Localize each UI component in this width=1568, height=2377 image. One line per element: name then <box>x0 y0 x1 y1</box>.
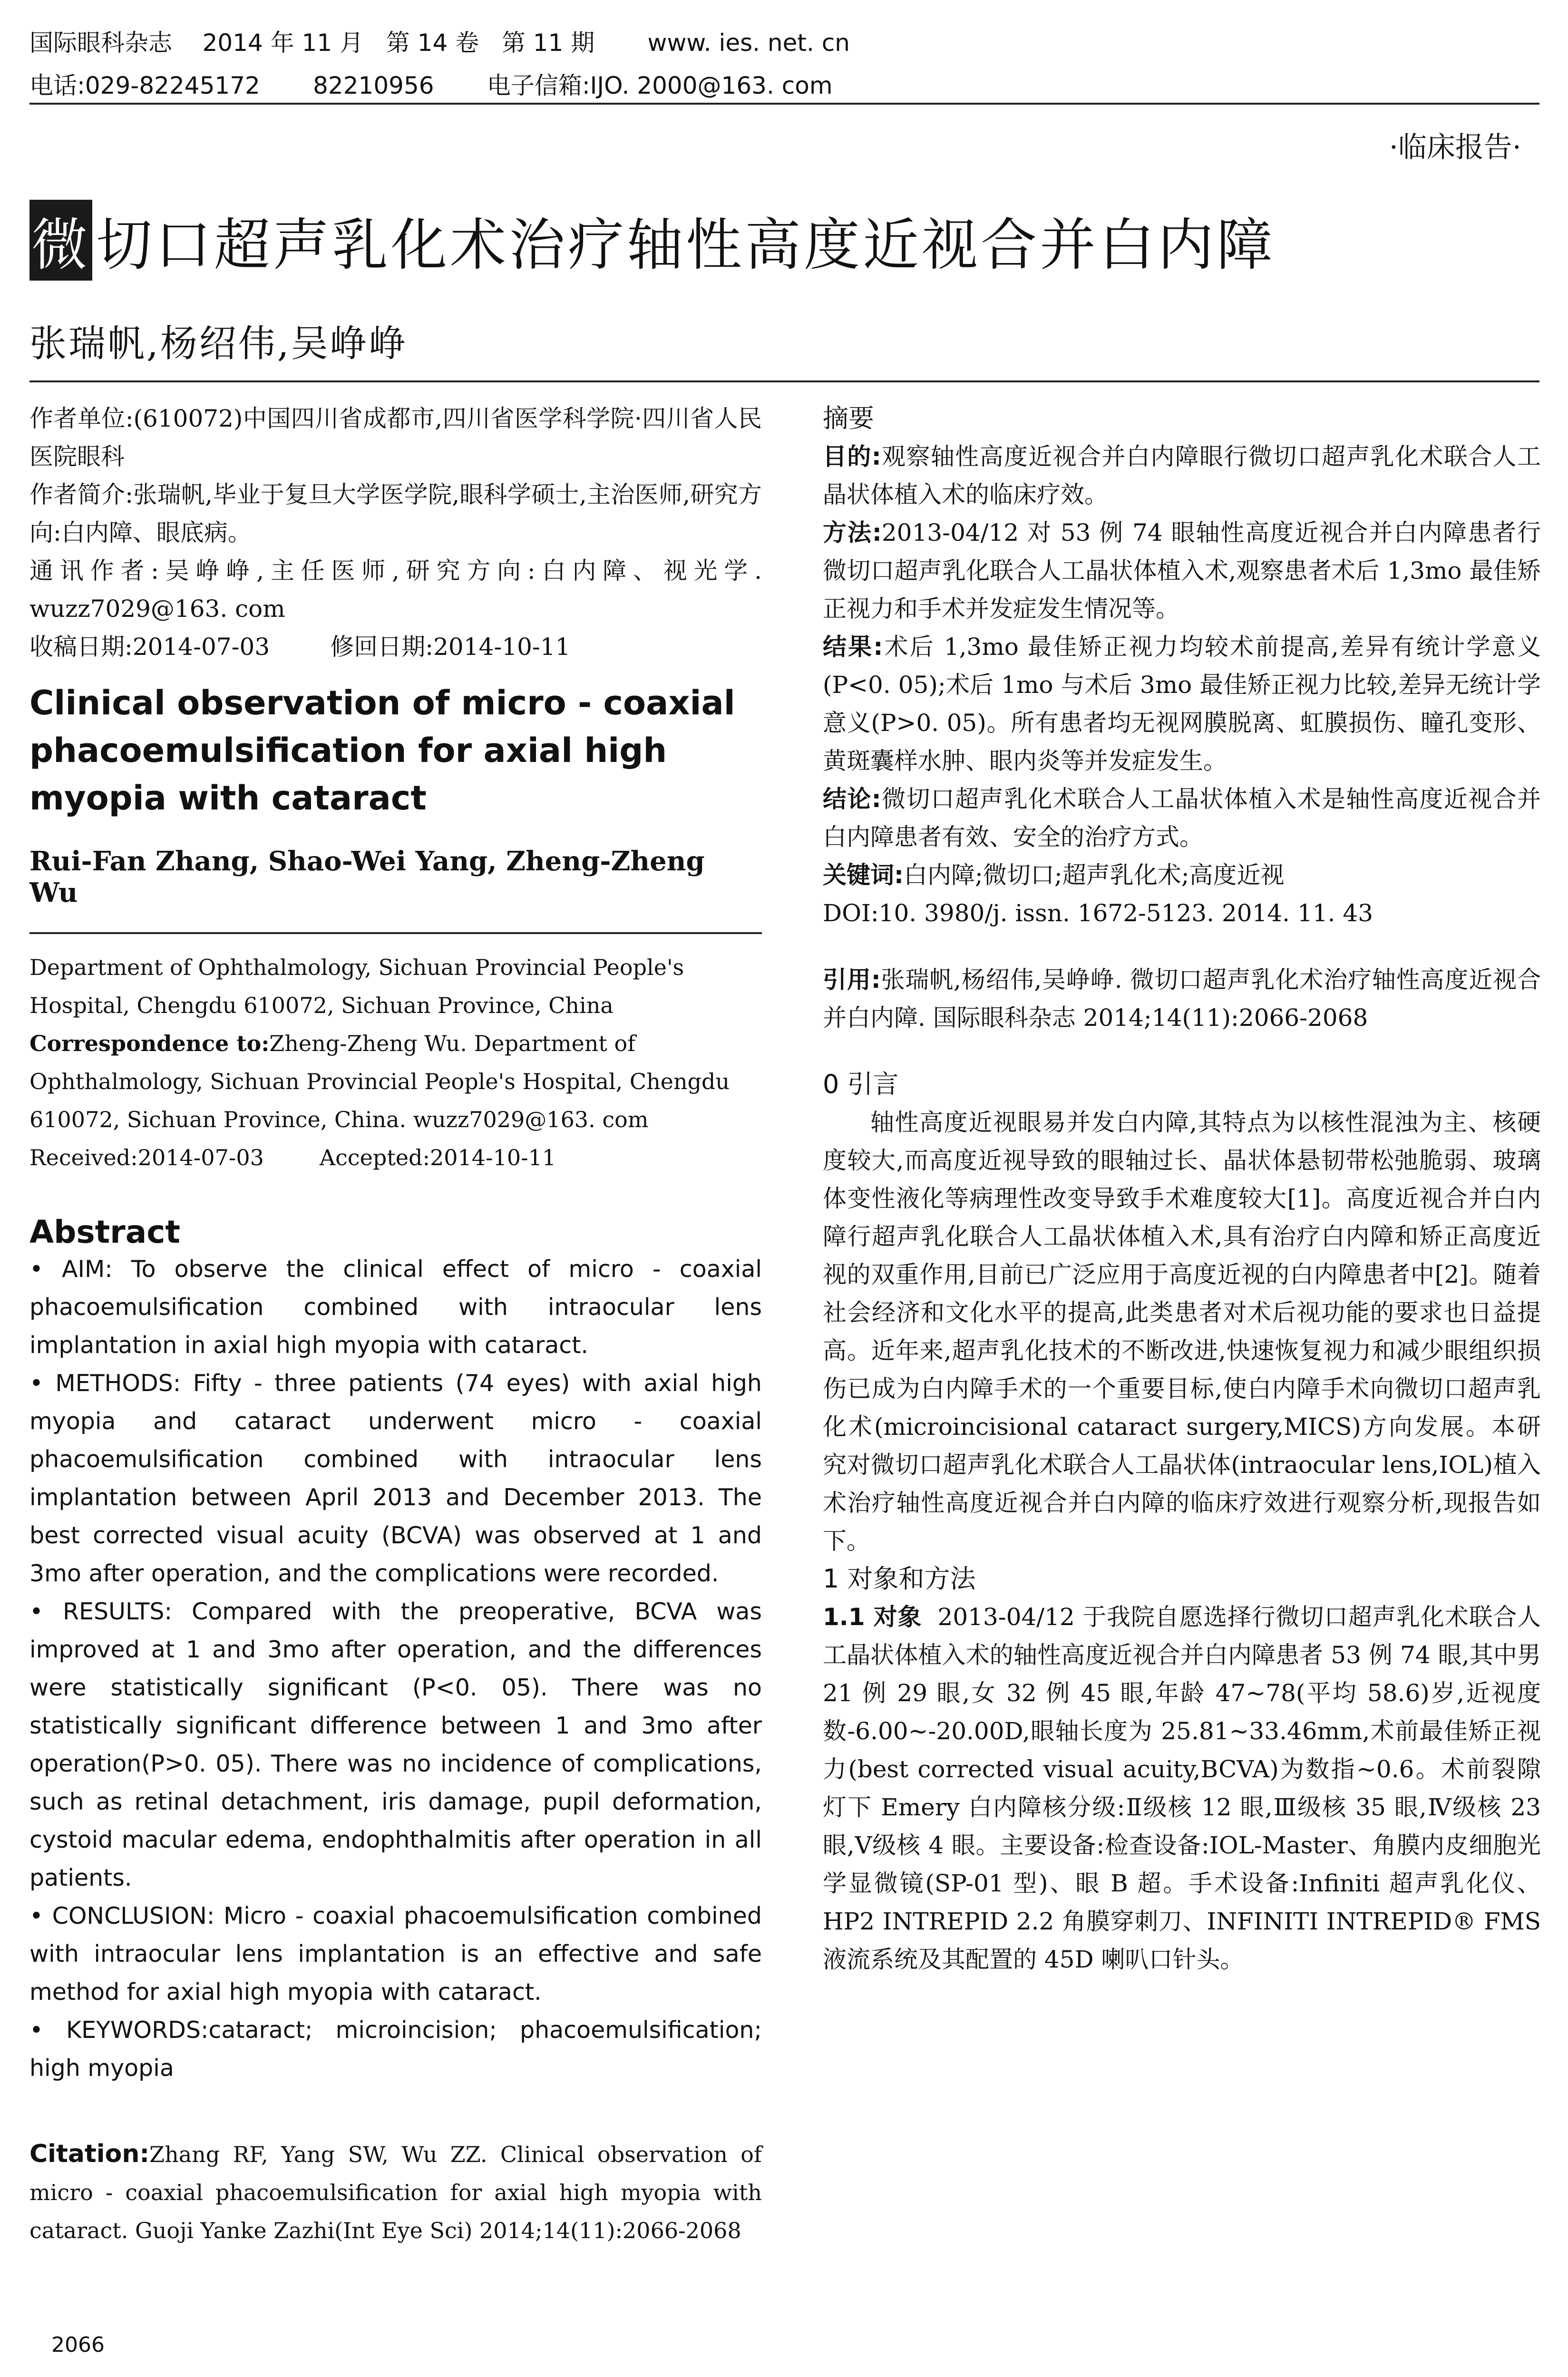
abstract-keywords: • KEYWORDS:cataract; microincision; phacoemulsification; high myopia <box>29 2017 762 2082</box>
citation-text: Zhang RF, Yang SW, Wu ZZ. Clinical observation of micro - coaxial phacoemulsification for axial high myopia with cataract. Guoji Yanke Zazhi(Int Eye Sci) 2014;14(11):2066-2068 <box>29 2142 762 2243</box>
affiliation-cn: 作者单位:(610072)中国四川省成都市,四川省医学科学院·四川省人民医院眼科 <box>29 405 762 470</box>
author-bio-cn: 作者简介:张瑞帆,毕业于复旦大学医学院,眼科学硕士,主治医师,研究方向:白内障、眼底病。 <box>29 481 762 546</box>
abstract-cn-keywords <box>823 856 1541 894</box>
abstract-conclusion: • CONCLUSION: Micro - coaxial phacoemulsification combined with intraocular lens implantation is an effective and safe method for axial high myopia with cataract. <box>29 1902 762 2006</box>
authors-cn: 张瑞帆,杨绍伟,吴峥峥 <box>29 322 408 365</box>
english-dates: Received:2014-07-03 Accepted:2014-10-11 <box>29 1145 556 1170</box>
correspondence-label: Correspondence to: <box>29 1031 270 1056</box>
english-title: Clinical observation of micro - coaxial phacoemulsification for axial high myopia with cataract <box>29 683 735 818</box>
english-authors: Rui-Fan Zhang, Shao-Wei Yang, Zheng-Zheng Wu <box>29 846 705 908</box>
cite-cn <box>823 961 1541 1037</box>
subjects-paragraph <box>823 1598 1541 1978</box>
methods-text: 2013-04/12 对 53 例 74 眼轴性高度近视合并白内障患者行微切口超声乳化联合人工晶状体植入术,观察患者术后 1,3mo 最佳矫正视力和手术并发症发生情况等。 <box>823 519 1541 623</box>
results-label: 结果: <box>823 633 883 661</box>
abstract-cn-conclusion <box>823 780 1541 856</box>
abstract-cn-methods <box>823 514 1541 628</box>
english-correspondence <box>29 1024 762 1139</box>
abstract-results: • RESULTS: Compared with the preoperative, BCVA was improved at 1 and 3mo after operation, and the differences were statistically significant (P<0. 05). There was no statistically significant difference between 1 and 3mo after operation(P>0. 05). There was no incidence of complications, such as retinal detachment, iris damage, pupil deformation, cystoid macular edema, endophthalmitis after operation in all patients. <box>29 1598 762 1891</box>
authors-divider <box>29 932 762 934</box>
abstract-aim: • AIM: To observe the clinical effect of micro - coaxial phacoemulsification combined with intraocular lens implantation in axial high myopia with cataract. <box>29 1256 762 1359</box>
correspondence-cn: 通讯作者:吴峥峥,主任医师,研究方向:白内障、视光学. wuzz7029@163. com <box>29 557 762 623</box>
journal-header-line1: 国际眼科杂志 2014 年 11 月 第 14 卷 第 11 期 www. ies. net. cn <box>29 29 850 57</box>
aim-label: 目的: <box>823 443 881 470</box>
title-divider <box>29 380 1539 382</box>
page-number: 2066 <box>51 2333 105 2357</box>
right-column <box>823 399 1541 1978</box>
conclusion-text: 微切口超声乳化术联合人工晶状体植入术是轴性高度近视合并白内障患者有效、安全的治疗方式。 <box>823 785 1541 851</box>
results-text: 术后 1,3mo 最佳矫正视力均较术前提高,差异有统计学意义(P<0. 05);术后 1mo 与术后 3mo 最佳矫正视力比较,差异无统计学意义(P>0. 05)。所有患者均无视网膜脱离、虹膜损伤、瞳孔变形、黄斑囊样水肿、眼内炎等并发症发生。 <box>823 633 1541 775</box>
citation <box>29 2135 762 2250</box>
english-affiliation: Department of Ophthalmology, Sichuan Provincial People's Hospital, Chengdu 610072, Sichuan Province, China <box>29 955 684 1018</box>
abstract-cn-results <box>823 628 1541 780</box>
subjects-text: 2013-04/12 于我院自愿选择行微切口超声乳化术联合人工晶状体植入术的轴性高度近视合并白内障患者 53 例 74 眼,其中男 21 例 29 眼,女 32 例 45 眼,年龄 47~78(平均 58.6)岁,近视度数-6.00~-20.00D,眼轴长度为 25.81~33.46mm,术前最佳矫正视力(best corrected visual acuity,BCVA)为数指~0.6。术前裂隙灯下 Emery 白内障核分级:Ⅱ级核 12 眼,Ⅲ级核 35 眼,Ⅳ级核 23 眼,Ⅴ级核 4 眼。主要设备:检查设备:IOL-Master、角膜内皮细胞光学显微镜(SP-01 型)、眼 B 超。手术设备:Infiniti 超声乳化仪、HP2 INTREPID 2.2 角膜穿刺刀、INFINITI INTREPID® FMS 液流系统及其配置的 45D 喇叭口针头。 <box>823 1603 1541 1973</box>
intro-paragraph: 轴性高度近视眼易并发白内障,其特点为以核性混浊为主、核硬度较大,而高度近视导致的眼轴过长、晶状体悬韧带松弛脆弱、玻璃体变性液化等病理性改变导致手术难度较大[1]。高度近视合并白内障行超声乳化联合人工晶状体植入术,具有治疗白内障和矫正高度近视的双重作用,目前已广泛应用于高度近视的白内障患者中[2]。随着社会经济和文化水平的提高,此类患者对术后视功能的要求也日益提高。近年来,超声乳化技术的不断改进,快速恢复视力和减少眼组织损伤已成为白内障手术的一个重要目标,使白内障手术向微切口超声乳化术(microincisional cataract surgery,MICS)方向发展。本研究对微切口超声乳化术联合人工晶状体(intraocular lens,IOL)植入术治疗轴性高度近视合并白内障的临床疗效进行观察分析,现报告如下。 <box>823 1109 1541 1555</box>
correspondence-text: Zheng-Zheng Wu. Department of Ophthalmology, Sichuan Provincial People's Hospital, Chengdu 610072, Sichuan Province, China. wuzz7029@163. com <box>29 1031 730 1132</box>
abstract-heading: Abstract <box>29 1214 180 1250</box>
article-title <box>29 200 1276 281</box>
abstract-cn-heading: 摘要 <box>823 403 874 433</box>
intro-heading: 0 引言 <box>823 1069 899 1099</box>
left-column <box>29 399 762 2250</box>
cite-label: 引用: <box>823 966 881 994</box>
conclusion-label: 结论: <box>823 785 881 813</box>
section-tag: ·临床报告· <box>1389 131 1521 164</box>
methods-heading: 1 对象和方法 <box>823 1564 976 1594</box>
header-divider <box>29 103 1539 105</box>
methods-label: 方法: <box>823 519 882 546</box>
title-first-char: 微 <box>29 200 92 281</box>
dates-cn: 收稿日期:2014-07-03 修回日期:2014-10-11 <box>29 633 571 661</box>
citation-label: Citation: <box>29 2140 150 2168</box>
abstract-methods: • METHODS: Fifty - three patients (74 eyes) with axial high myopia and cataract underwent micro - coaxial phacoemulsification combined with intraocular lens implantation between April 2013 and December 2013. The best corrected visual acuity (BCVA) was observed at 1 and 3mo after operation, and the complications were recorded. <box>29 1370 762 1587</box>
doi: DOI:10. 3980/j. issn. 1672-5123. 2014. 11. 43 <box>823 899 1373 927</box>
keywords-text: 白内障;微切口;超声乳化术;高度近视 <box>904 861 1285 889</box>
journal-header-line2: 电话:029-82245172 82210956 电子信箱:IJO. 2000@163. com <box>29 72 833 99</box>
abstract-cn-aim <box>823 438 1541 514</box>
cite-text: 张瑞帆,杨绍伟,吴峥峥. 微切口超声乳化术治疗轴性高度近视合并白内障. 国际眼科杂志 2014;14(11):2066-2068 <box>823 966 1541 1032</box>
title-rest: 切口超声乳化术治疗轴性高度近视合并白内障 <box>96 212 1276 278</box>
aim-text: 观察轴性高度近视合并白内障眼行微切口超声乳化术联合人工晶状体植入术的临床疗效。 <box>823 443 1541 508</box>
subjects-label: 1.1 对象 <box>823 1603 922 1631</box>
keywords-label: 关键词: <box>823 861 904 889</box>
